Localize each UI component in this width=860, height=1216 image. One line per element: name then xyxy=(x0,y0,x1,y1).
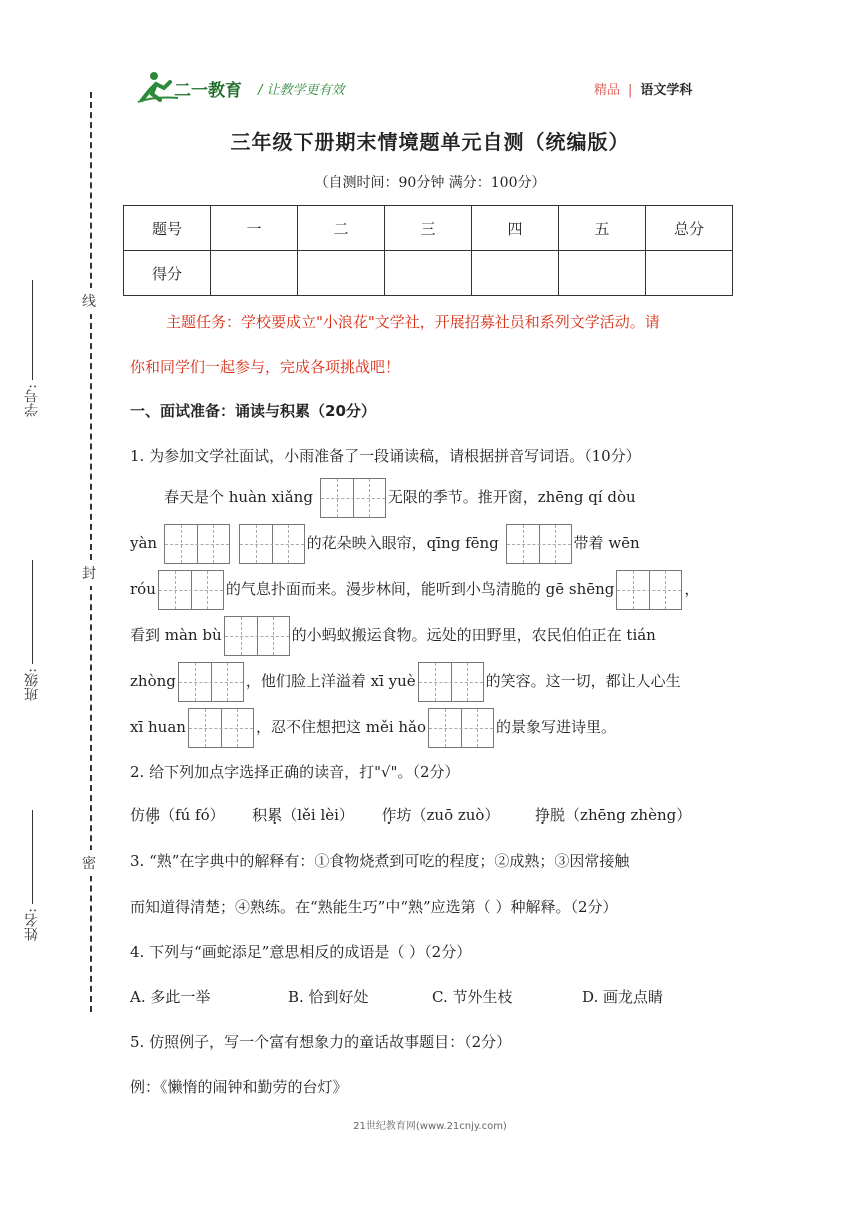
q4-option-c[interactable]: C. 节外生枝 xyxy=(432,988,513,1006)
score-header-cell: 五 xyxy=(559,206,646,251)
passage-line xyxy=(130,662,681,702)
score-cell[interactable] xyxy=(559,251,646,296)
brand-right: 语文学科 xyxy=(640,83,693,98)
passage-text: ， xyxy=(684,580,700,598)
score-header-cell: 四 xyxy=(472,206,559,251)
question-5-example: 例：《懒惰的闹钟和勤劳的台灯》 xyxy=(130,1078,348,1096)
q2-options: 脱（zhēng zhèng） xyxy=(550,806,692,824)
theme-line-2: 你和同学们一起参与，完成各项挑战吧！ xyxy=(130,358,401,376)
passage-text: 的景象写进诗里。 xyxy=(496,718,617,736)
question-2: 2. 给下列加点字选择正确的读音，打"√"。（2分） xyxy=(130,763,460,781)
q4-option-d[interactable]: D. 画龙点睛 xyxy=(582,988,664,1006)
passage-text: 带着 wēn xyxy=(573,534,640,552)
binding-char-mi: 密 xyxy=(82,850,96,876)
question-2-items xyxy=(130,803,691,827)
writing-grid[interactable] xyxy=(158,570,224,610)
question-5: 5. 仿照例子，写一个富有想象力的童话故事题目：（2分） xyxy=(130,1033,512,1051)
writing-grid[interactable] xyxy=(164,524,230,564)
student-id-blank[interactable] xyxy=(32,280,33,380)
passage-text: 的花朵映入眼帘，qīng fēng xyxy=(306,534,499,552)
q2-char: 仿 xyxy=(130,806,146,824)
passage-text: xī huan xyxy=(130,718,186,736)
score-row-label: 得分 xyxy=(124,251,211,296)
score-header-cell: 二 xyxy=(298,206,385,251)
q4-option-a[interactable]: A. 多此一举 xyxy=(130,988,211,1006)
score-cell[interactable] xyxy=(646,251,733,296)
name-label: 姓名: xyxy=(24,908,40,941)
q4-option-b[interactable]: B. 恰到好处 xyxy=(288,988,369,1006)
writing-grid[interactable] xyxy=(224,616,290,656)
score-header-cell: 一 xyxy=(211,206,298,251)
brand-logo xyxy=(134,70,252,104)
passage-text: róu xyxy=(130,580,156,598)
slogan: / 让教学更有效 xyxy=(258,83,345,98)
q2-dotted-char: 佛 xyxy=(145,806,161,824)
score-cell[interactable] xyxy=(385,251,472,296)
score-table-header-row xyxy=(124,206,733,251)
question-1: 1. 为参加文学社面试，小雨准备了一段诵读稿，请根据拼音写词语。（10分） xyxy=(130,447,641,465)
question-3-line-2: 而知道得清楚；④熟练。在“熟能生巧”中“熟”应选第（ ）种解释。（2分） xyxy=(130,898,618,916)
score-table xyxy=(123,205,733,296)
brand-separator: | xyxy=(628,83,633,98)
writing-grid[interactable] xyxy=(506,524,572,564)
writing-grid[interactable] xyxy=(616,570,682,610)
score-cell[interactable] xyxy=(472,251,559,296)
q2-dotted-char: 作 xyxy=(381,806,397,824)
question-4: 4. 下列与“画蛇添足”意思相反的成语是（ ）（2分） xyxy=(130,943,472,961)
passage-line xyxy=(164,478,636,518)
q2-dotted-char: 挣 xyxy=(535,806,551,824)
writing-grid[interactable] xyxy=(178,662,244,702)
page-footer: 21世纪教育网(www.21cnjy.com) xyxy=(353,1121,507,1132)
writing-grid[interactable] xyxy=(239,524,305,564)
q2-dotted-char: 累 xyxy=(267,806,283,824)
student-id-label: 学号: xyxy=(24,384,40,417)
writing-grid[interactable] xyxy=(320,478,386,518)
score-header-cell: 三 xyxy=(385,206,472,251)
q2-options: （lěi lèi） xyxy=(282,806,354,824)
score-cell[interactable] xyxy=(298,251,385,296)
q2-item[interactable] xyxy=(535,806,691,824)
brand-left: 精品 xyxy=(594,83,621,98)
passage-text: 无限的季节。推开窗，zhēng qí dòu xyxy=(387,488,636,506)
passage-text: 的小蚂蚁搬运食物。远处的田野里，农民伯伯正在 tián xyxy=(291,626,656,644)
name-blank[interactable] xyxy=(32,810,33,904)
page-subtitle: （自测时间：90分钟 满分：100分） xyxy=(314,175,546,191)
q2-item[interactable] xyxy=(130,806,225,824)
q2-item[interactable] xyxy=(381,806,499,824)
page-title: 三年级下册期末情境题单元自测（统编版） xyxy=(230,130,630,154)
theme-line-1: 主题任务：学校要成立"小浪花"文学社，开展招募社员和系列文学活动。请 xyxy=(166,313,660,331)
passage-text: zhòng xyxy=(130,672,176,690)
binding-char-xian: 线 xyxy=(82,288,96,314)
score-header-cell: 题号 xyxy=(124,206,211,251)
section-1-heading: 一、面试准备：诵读与积累（20分） xyxy=(130,402,376,420)
passage-line xyxy=(130,524,640,564)
writing-grid[interactable] xyxy=(418,662,484,702)
passage-line xyxy=(130,708,616,748)
class-blank[interactable] xyxy=(32,560,33,664)
score-table-score-row xyxy=(124,251,733,296)
q2-item[interactable] xyxy=(252,806,354,824)
score-cell[interactable] xyxy=(211,251,298,296)
logo-text: 二一教育 xyxy=(174,81,242,101)
writing-grid[interactable] xyxy=(188,708,254,748)
class-label: 班级: xyxy=(24,668,40,701)
passage-text: 的笑容。这一切，都让人心生 xyxy=(485,672,681,690)
passage-text: yàn xyxy=(130,534,158,552)
binding-char-feng: 封 xyxy=(82,560,96,586)
passage-text: ，忍不住想把这 měi hǎo xyxy=(255,718,427,736)
passage-text: ，他们脸上洋溢着 xī yuè xyxy=(245,672,416,690)
brand-tag xyxy=(594,79,692,98)
passage-line xyxy=(130,616,656,656)
score-header-cell: 总分 xyxy=(646,206,733,251)
passage-line xyxy=(130,570,699,610)
writing-grid[interactable] xyxy=(428,708,494,748)
passage-text: 看到 màn bù xyxy=(130,626,222,644)
q2-char: 积 xyxy=(252,806,268,824)
question-3-line-1: 3. “熟”在字典中的解释有：①食物烧煮到可吃的程度；②成熟；③因常接触 xyxy=(130,852,630,870)
passage-text: 春天是个 huàn xiǎng xyxy=(164,488,313,506)
q2-options: （fú fó） xyxy=(160,806,225,824)
q2-options: 坊（zuō zuò） xyxy=(396,806,500,824)
passage-text: 的气息扑面而来。漫步林间，能听到小鸟清脆的 gē shēng xyxy=(225,580,615,598)
